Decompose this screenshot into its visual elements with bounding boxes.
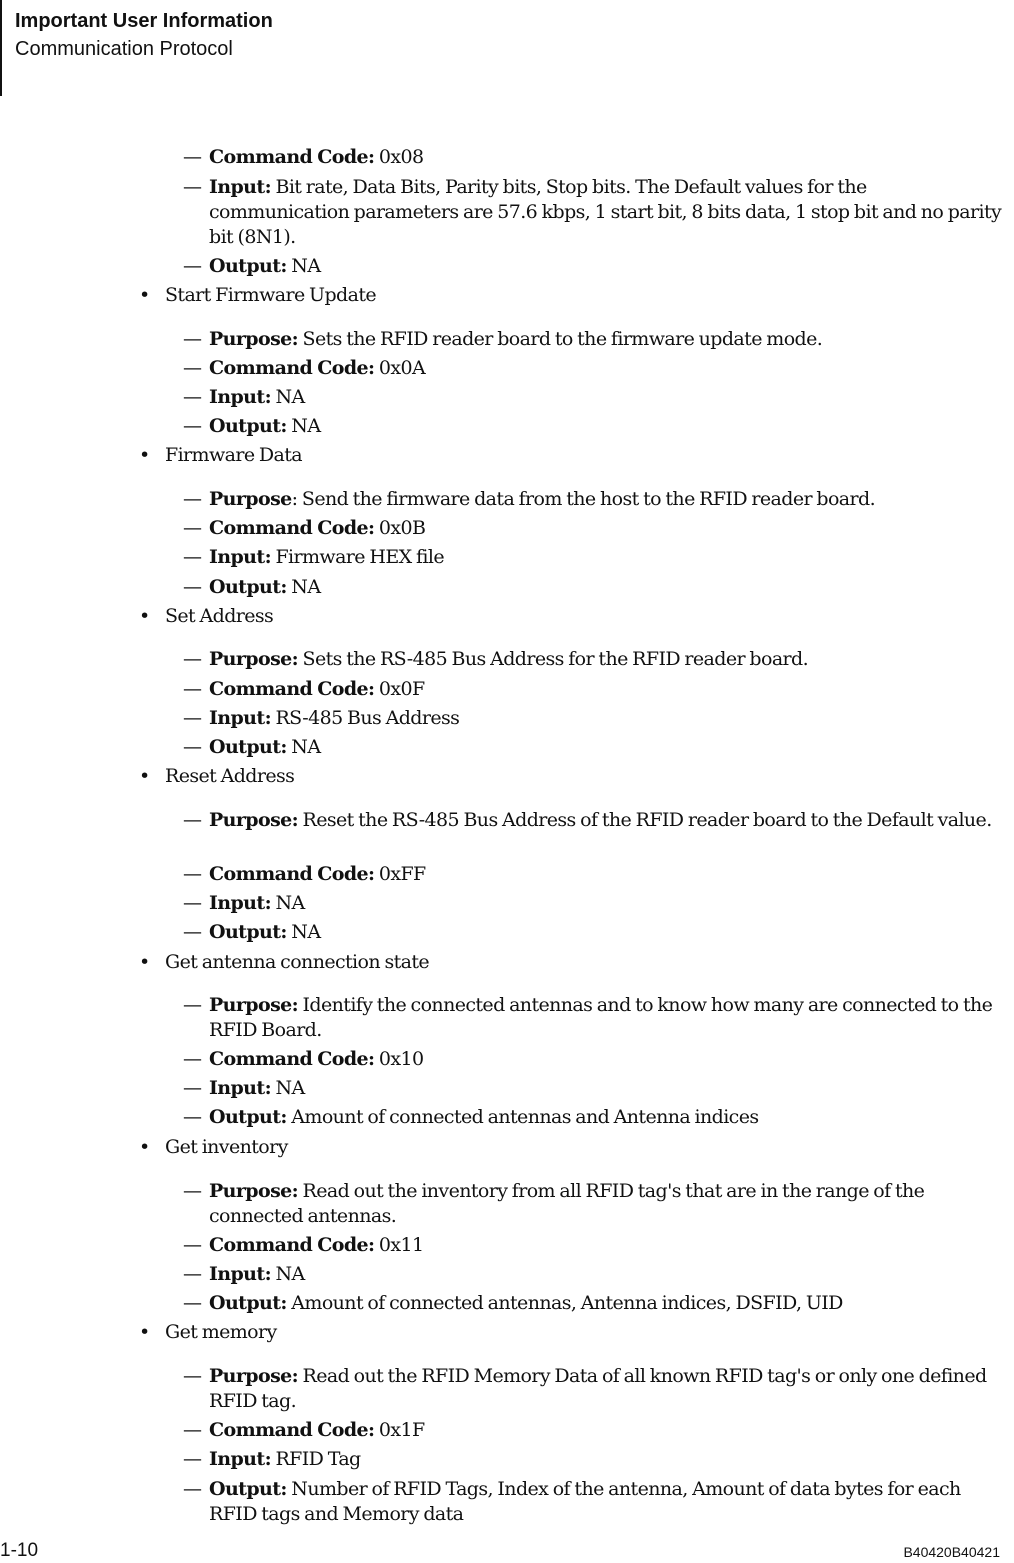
field-line [183,1179,1003,1229]
bullet-icon: • [139,284,150,306]
field-content [183,487,1003,512]
field-line [183,862,1003,887]
field-label: Command Code: [209,863,375,885]
field-label: Input: [209,707,271,729]
field-content [183,1105,1003,1130]
field-content [183,1233,1003,1258]
field-label: Input: [209,892,271,914]
field-label: Output: [209,415,287,437]
em-dash-icon: — [183,736,202,758]
document-id: B40420B40421 [903,1544,1000,1560]
field-label: Output: [209,736,287,758]
header-subtitle: Communication Protocol [15,38,233,60]
em-dash-icon: — [183,1292,202,1314]
em-dash-icon: — [183,678,202,700]
field-line [183,993,1003,1043]
field-line [183,516,1003,541]
field-content [183,254,1003,279]
field-line [183,1047,1003,1072]
bullet-icon: • [139,1321,150,1343]
field-label: Input: [209,386,271,408]
field-line [183,254,1003,279]
bullet-item [139,950,939,975]
bullet-item [139,604,939,629]
field-label: Purpose: [209,994,299,1016]
field-label: Output: [209,1106,287,1128]
field-line [183,1076,1003,1101]
em-dash-icon: — [183,146,202,168]
field-content [183,1262,1003,1287]
field-label: Input: [209,1448,271,1470]
em-dash-icon: — [183,546,202,568]
field-value: Sets the RS-485 Bus Address for the RFID reader board. [302,648,809,670]
em-dash-icon: — [183,328,202,350]
bullet-item [139,764,939,789]
field-content [183,1364,1003,1414]
field-value: 0x0F [378,678,425,700]
em-dash-icon: — [183,357,202,379]
field-content [183,1418,1003,1443]
field-line [183,1233,1003,1258]
header-title: Important User Information [15,10,273,32]
bullet-text: Get inventory [165,1136,288,1158]
em-dash-icon: — [183,488,202,510]
field-content [183,647,1003,672]
field-label: Command Code: [209,146,375,168]
em-dash-icon: — [183,1263,202,1285]
field-content [183,1477,1003,1527]
field-content [183,1179,1003,1229]
field-value: NA [275,892,305,914]
em-dash-icon: — [183,809,202,831]
field-value: Sets the RFID reader board to the firmware update mode. [302,328,823,350]
field-value: Amount of connected antennas and Antenna indices [291,1106,759,1128]
em-dash-icon: — [183,892,202,914]
field-value: 0x0B [378,517,426,539]
field-line [183,385,1003,410]
field-value: Read out the RFID Memory Data of all known RFID tag's or only one defined RFID tag. [209,1365,987,1412]
em-dash-icon: — [183,176,202,198]
field-value: Bit rate, Data Bits, Parity bits, Stop bits. The Default values for the communication parameters are 57.6 kbps, 1 start bit, 8 bits data, 1 stop bit and no parity bit (8N1). [209,176,1002,248]
em-dash-icon: — [183,1448,202,1470]
field-value: RS-485 Bus Address [275,707,460,729]
field-label: Purpose: [209,1365,299,1387]
field-value: 0x08 [378,146,424,168]
field-content [183,1076,1003,1101]
field-label: Input: [209,1263,271,1285]
field-label: Command Code: [209,1048,375,1070]
field-label: Command Code: [209,517,375,539]
bullet-icon: • [139,605,150,627]
field-label: Input: [209,546,271,568]
field-value: 0xFF [378,863,426,885]
em-dash-icon: — [183,1180,202,1202]
field-value: Identify the connected antennas and to know how many are connected to the RFID Board. [209,994,993,1041]
field-label: Output: [209,921,287,943]
field-content [183,706,1003,731]
field-content [183,993,1003,1043]
field-content [183,1291,1003,1316]
em-dash-icon: — [183,517,202,539]
field-value: RFID Tag [275,1448,361,1470]
field-value: 0x1F [378,1419,425,1441]
field-content [183,891,1003,916]
field-content [183,735,1003,760]
field-value: Reset the RS-485 Bus Address of the RFID reader board to the Default value. [302,809,992,831]
field-value: NA [275,1263,305,1285]
em-dash-icon: — [183,1419,202,1441]
bullet-text: Reset Address [165,765,295,787]
em-dash-icon: — [183,576,202,598]
field-content [183,414,1003,439]
bullet-icon: • [139,951,150,973]
field-content [183,920,1003,945]
field-value: 0x11 [378,1234,424,1256]
em-dash-icon: — [183,386,202,408]
field-line [183,1291,1003,1316]
field-content [183,808,1003,833]
field-line [183,1418,1003,1443]
field-content [183,1447,1003,1472]
bullet-text: Set Address [165,605,274,627]
field-content [183,356,1003,381]
em-dash-icon: — [183,1106,202,1128]
em-dash-icon: — [183,707,202,729]
field-line [183,356,1003,381]
field-line [183,647,1003,672]
field-value: Firmware HEX file [275,546,445,568]
bullet-text: Get memory [165,1321,277,1343]
bullet-text: Get antenna connection state [165,951,430,973]
field-label: Purpose [209,488,292,510]
field-line [183,1105,1003,1130]
field-line [183,1262,1003,1287]
em-dash-icon: — [183,1234,202,1256]
field-line [183,1364,1003,1414]
field-content [183,575,1003,600]
field-line [183,891,1003,916]
field-label: Command Code: [209,678,375,700]
em-dash-icon: — [183,994,202,1016]
page-number: 1-10 [0,1540,39,1561]
field-line [183,1477,1003,1527]
em-dash-icon: — [183,1365,202,1387]
em-dash-icon: — [183,1048,202,1070]
field-content [183,545,1003,570]
bullet-icon: • [139,1136,150,1158]
field-value: NA [291,576,321,598]
field-content [183,516,1003,541]
field-content [183,175,1003,250]
field-line [183,706,1003,731]
bullet-item [139,1320,939,1345]
em-dash-icon: — [183,415,202,437]
field-line [183,145,1003,170]
field-value: NA [291,255,321,277]
bullet-text: Firmware Data [165,444,303,466]
em-dash-icon: — [183,1077,202,1099]
field-value: : Send the firmware data from the host to the RFID reader board. [291,488,876,510]
em-dash-icon: — [183,863,202,885]
field-label: Output: [209,576,287,598]
em-dash-icon: — [183,921,202,943]
field-line [183,487,1003,512]
field-label: Command Code: [209,1234,375,1256]
field-label: Input: [209,176,271,198]
field-value: NA [291,736,321,758]
field-content [183,862,1003,887]
field-line [183,575,1003,600]
field-label: Output: [209,255,287,277]
field-label: Command Code: [209,357,375,379]
field-line [183,920,1003,945]
bullet-item [139,1135,939,1160]
field-value: NA [275,386,305,408]
bullet-icon: • [139,444,150,466]
field-line [183,677,1003,702]
field-value: Amount of connected antennas, Antenna indices, DSFID, UID [291,1292,843,1314]
field-label: Input: [209,1077,271,1099]
field-label: Output: [209,1478,287,1500]
bullet-icon: • [139,765,150,787]
field-content [183,145,1003,170]
field-line [183,1447,1003,1472]
em-dash-icon: — [183,255,202,277]
field-line [183,327,1003,352]
field-value: NA [291,415,321,437]
field-label: Purpose: [209,1180,299,1202]
field-value: NA [291,921,321,943]
field-label: Command Code: [209,1419,375,1441]
field-line [183,175,1003,250]
field-label: Purpose: [209,809,299,831]
running-header [0,0,273,96]
em-dash-icon: — [183,1478,202,1500]
field-label: Output: [209,1292,287,1314]
field-line [183,414,1003,439]
field-value: Number of RFID Tags, Index of the antenna, Amount of data bytes for each RFID tags and Memory data [209,1478,961,1525]
field-label: Purpose: [209,648,299,670]
field-line [183,545,1003,570]
em-dash-icon: — [183,648,202,670]
field-label: Purpose: [209,328,299,350]
field-content [183,677,1003,702]
field-line [183,735,1003,760]
field-value: NA [275,1077,305,1099]
field-content [183,327,1003,352]
field-line [183,808,1003,833]
bullet-item [139,443,939,468]
field-value: 0x0A [378,357,426,379]
field-content [183,385,1003,410]
field-content [183,1047,1003,1072]
bullet-item [139,283,939,308]
field-value: 0x10 [378,1048,424,1070]
bullet-text: Start Firmware Update [165,284,376,306]
field-value: Read out the inventory from all RFID tag's that are in the range of the connected antennas. [209,1180,925,1227]
